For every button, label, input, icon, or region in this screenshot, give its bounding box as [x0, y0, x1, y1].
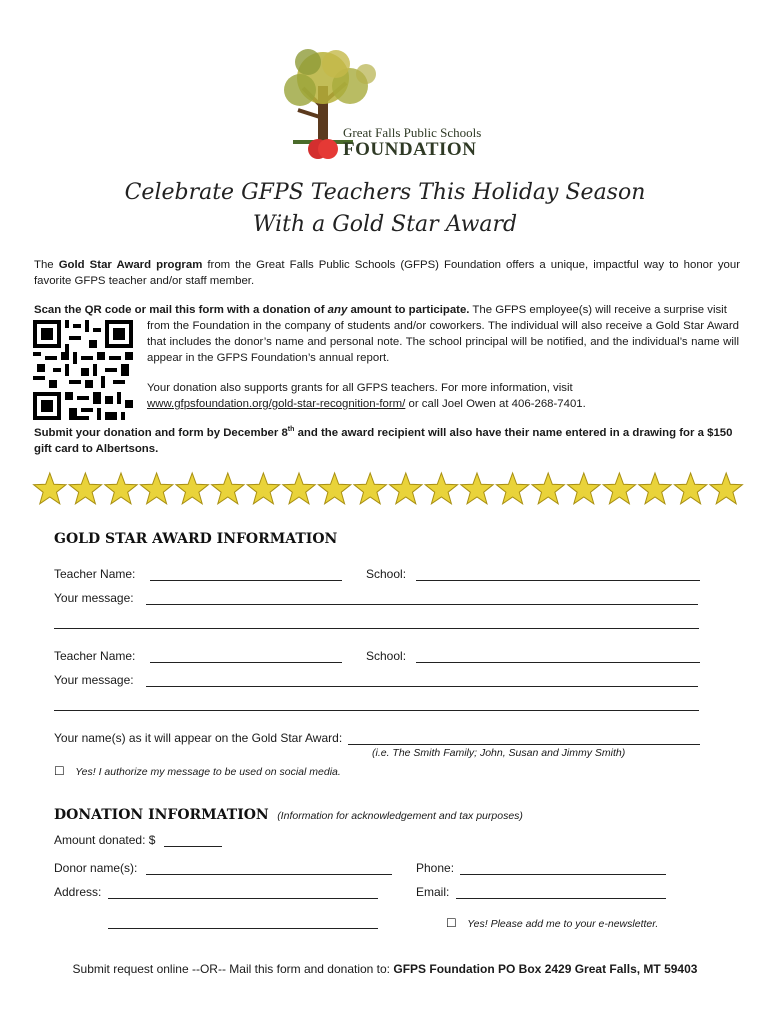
- gold-star-icon: [461, 473, 493, 504]
- award-names-label: Your name(s) as it will appear on the Gold Star Award:: [54, 731, 343, 745]
- gold-star-icon: [34, 473, 66, 504]
- page-title-line2: With a Gold Star Award: [252, 212, 518, 237]
- school-field-2[interactable]: [416, 662, 700, 663]
- logo-line1: Great Falls Public Schools: [343, 125, 482, 140]
- deadline-paragraph: Submit your donation and form by December 8th and the award recipient will also have their name entered in a drawing for a $150 gift card to Albertsons.: [34, 426, 733, 455]
- gold-star-icon: [532, 473, 564, 504]
- award-names-field[interactable]: [348, 744, 700, 745]
- message-field-1a[interactable]: [146, 604, 698, 605]
- page-title-line1: Celebrate GFPS Teachers This Holiday Season: [124, 180, 646, 205]
- donation-heading: DONATION INFORMATION (Information for acknowledgement and tax purposes): [54, 807, 523, 823]
- message-label-1: Your message:: [54, 591, 134, 605]
- gold-star-icon: [390, 473, 422, 504]
- gold-star-icon: [425, 473, 457, 504]
- message-field-1b[interactable]: [54, 628, 699, 629]
- school-label-2: School:: [366, 649, 407, 663]
- award-section-heading: GOLD STAR AWARD INFORMATION: [54, 531, 338, 547]
- address-field-2[interactable]: [108, 928, 378, 929]
- gold-star-icon: [639, 473, 671, 504]
- newsletter-text: Yes! Please add me to your e-newsletter.: [467, 918, 659, 930]
- gold-star-icon: [496, 473, 528, 504]
- intro-paragraph: The Gold Star Award program from the Great Falls Public Schools (GFPS) Foundation offers a unique, impactful way to honor your favorite GFPS teacher and/or staff member.: [34, 259, 741, 287]
- phone-field[interactable]: [460, 874, 666, 875]
- qr-code-icon[interactable]: [33, 320, 133, 420]
- school-field-1[interactable]: [416, 580, 700, 581]
- gold-star-icon: [247, 473, 279, 504]
- message-field-2a[interactable]: [146, 686, 698, 687]
- phone-label: Phone:: [416, 861, 455, 875]
- mailing-footer: Submit request online --OR-- Mail this form and donation to: GFPS Foundation PO Box 2429 Great Falls, MT 59403: [72, 962, 698, 976]
- message-label-2: Your message:: [54, 673, 134, 687]
- gold-star-icon: [710, 473, 742, 504]
- gold-star-icon: [69, 473, 101, 504]
- email-field[interactable]: [456, 898, 666, 899]
- email-label: Email:: [416, 885, 450, 899]
- grants-paragraph: Your donation also supports grants for all GFPS teachers. For more information, visit www.gfpsfoundation.org/gold-star-recognition-form/ or call Joel Owen at 406-268-7401.: [147, 382, 586, 410]
- amount-field[interactable]: [164, 846, 222, 847]
- scan-paragraph: Scan the QR code or mail this form with a donation of any amount to participate. The GFPS employee(s) will receive a surprise visit: [34, 304, 727, 316]
- gold-star-form-link[interactable]: www.gfpsfoundation.org/gold-star-recognition-form/: [147, 398, 406, 410]
- donor-name-label: Donor name(s):: [54, 861, 138, 875]
- gold-star-icon: [603, 473, 635, 504]
- gold-star-icon: [176, 473, 208, 504]
- gold-star-icon: [674, 473, 706, 504]
- gold-stars-row: [32, 470, 744, 510]
- award-names-note: (i.e. The Smith Family; John, Susan and Jimmy Smith): [372, 747, 626, 759]
- gold-star-icon: [283, 473, 315, 504]
- school-label-1: School:: [366, 567, 407, 581]
- address-label: Address:: [54, 885, 102, 899]
- gold-star-icon: [140, 473, 172, 504]
- amount-label: Amount donated: $: [54, 833, 156, 847]
- teacher-name-field-1[interactable]: [150, 580, 342, 581]
- newsletter-checkbox[interactable]: ☐: [446, 916, 457, 930]
- gold-star-icon: [354, 473, 386, 504]
- logo-line2: FOUNDATION: [343, 139, 477, 160]
- apple-icon: [308, 134, 338, 159]
- gold-star-icon: [568, 473, 600, 504]
- message-field-2b[interactable]: [54, 710, 699, 711]
- newsletter-option[interactable]: [446, 914, 658, 932]
- gold-star-icon: [105, 473, 137, 504]
- social-media-checkbox[interactable]: ☐: [54, 764, 65, 778]
- gold-star-icon: [318, 473, 350, 504]
- social-media-text: Yes! I authorize my message to be used on social media.: [75, 766, 341, 778]
- scan-paragraph-continued: from the Foundation in the company of students and/or coworkers. The individual will also receive a Gold Star Award that includes the donor’s name and personal note. The school principal will be notified, and the individual’s name will appear in the GFPS Foundation’s annual report.: [147, 320, 739, 364]
- teacher-name-label-1: Teacher Name:: [54, 567, 136, 581]
- gold-star-icon: [212, 473, 244, 504]
- donor-name-field[interactable]: [146, 874, 392, 875]
- social-media-option[interactable]: [54, 762, 341, 780]
- address-field-1[interactable]: [108, 898, 378, 899]
- teacher-name-label-2: Teacher Name:: [54, 649, 136, 663]
- teacher-name-field-2[interactable]: [150, 662, 342, 663]
